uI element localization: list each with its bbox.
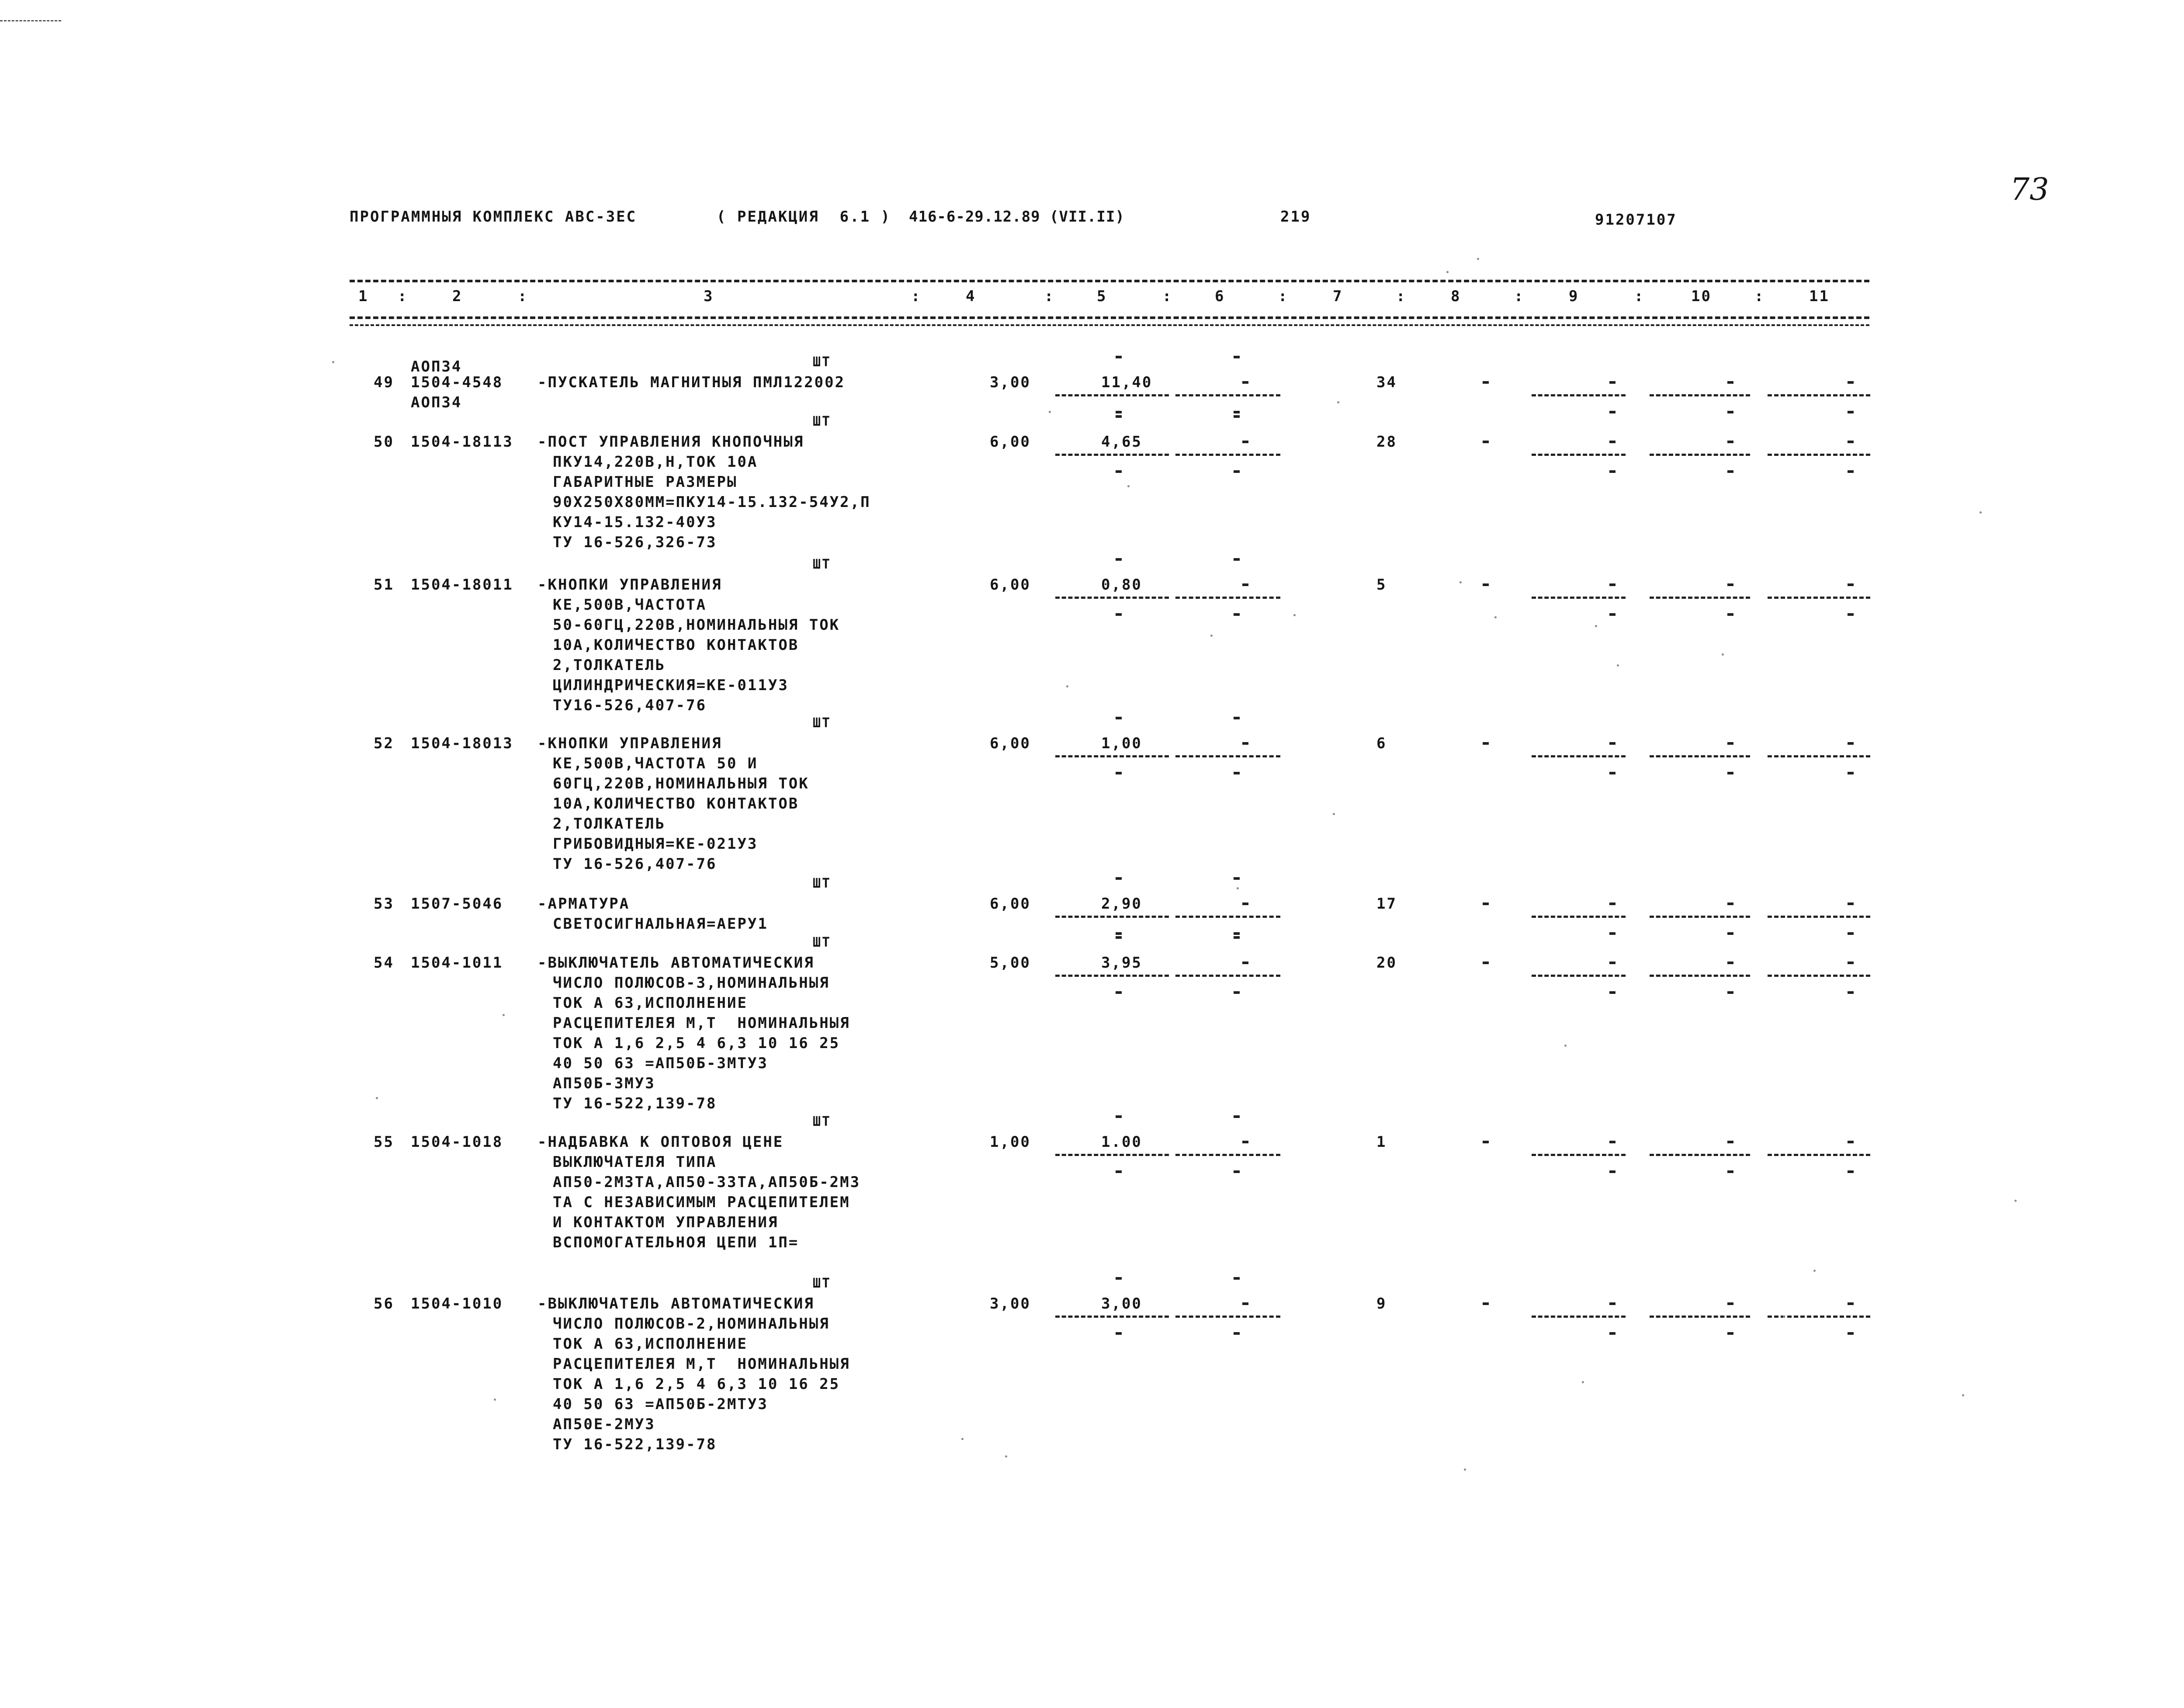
- value-dash: [1848, 441, 1854, 443]
- column-header: 4: [966, 288, 976, 305]
- quantity-value: 1,00: [990, 1133, 1031, 1151]
- subtotal-rule: [1768, 394, 1870, 396]
- header-rule-bottom-2: [350, 324, 1869, 326]
- item-code: 1504-1018: [411, 1133, 503, 1151]
- scan-speck: [1066, 685, 1068, 687]
- subtotal-rule: [1055, 597, 1169, 599]
- value-dash: [1727, 1302, 1733, 1305]
- value-dash: [1116, 772, 1122, 774]
- value-dash: [1609, 381, 1615, 384]
- column-7-value: 9: [1376, 1295, 1387, 1312]
- item-number: 52: [374, 735, 394, 752]
- subtotal-rule: [1055, 916, 1169, 918]
- subtotal-rule: [1650, 454, 1750, 456]
- value-dash: [1848, 1170, 1854, 1173]
- subtotal-rule: [1532, 916, 1626, 918]
- column-7-value: 28: [1376, 433, 1397, 451]
- column-header: 6: [1215, 288, 1225, 305]
- item-description-line: И КОНТАКТОМ УПРАВЛЕНИЯ: [553, 1214, 779, 1231]
- price-value: 0,80: [1101, 576, 1142, 594]
- value-dash: [1609, 441, 1615, 443]
- value-dash: [1116, 1170, 1122, 1173]
- value-dash: [1116, 411, 1122, 413]
- value-dash: [1116, 877, 1122, 880]
- document-code: 91207107: [1595, 211, 1677, 229]
- scan-speck: [1293, 614, 1296, 616]
- unit-label: ШТ: [813, 876, 832, 891]
- item-description-line: -КНОПКИ УПРАВЛЕНИЯ: [537, 735, 722, 752]
- subtotal-rule: [1175, 975, 1280, 977]
- value-dash: [1848, 583, 1854, 586]
- subtotal-rule: [1055, 1154, 1169, 1156]
- item-number: 51: [374, 576, 394, 594]
- value-dash: [1848, 742, 1854, 745]
- item-description-line: ТУ 16-522,139-78: [553, 1095, 717, 1112]
- value-dash: [1242, 742, 1248, 745]
- column-separator: :: [1754, 288, 1765, 305]
- subtotal-rule: [1532, 597, 1626, 599]
- item-description-line: 40 50 63 =АП50Б-2МТУ3: [553, 1396, 768, 1413]
- column-7-value: 17: [1376, 895, 1397, 913]
- subtotal-rule: [1532, 1154, 1626, 1156]
- item-number: 55: [374, 1133, 394, 1151]
- item-description-line: ПКУ14,220В,Н,ТОК 10А: [553, 453, 758, 471]
- item-description-line: РАСЦЕПИТЕЛЕЯ М,Т НОМИНАЛЬНЫЯ: [553, 1355, 850, 1373]
- scan-speck: [1337, 401, 1339, 403]
- program-title: ПРОГРАММНЫЯ КОМПЛЕКС АВС-3ЕС: [350, 208, 637, 226]
- item-description-line: АП50Е-2МУ3: [553, 1416, 655, 1433]
- scan-speck: [1049, 411, 1051, 413]
- price-value: 2,90: [1101, 895, 1142, 913]
- price-value: 4,65: [1101, 433, 1142, 451]
- item-number: 54: [374, 954, 394, 972]
- column-header: 9: [1569, 288, 1579, 305]
- item-code: 1504-1011: [411, 954, 503, 972]
- unit-label: ШТ: [813, 715, 832, 731]
- item-description-line: ГАБАРИТНЫЕ РАЗМЕРЫ: [553, 473, 738, 491]
- scan-speck: [1237, 887, 1239, 889]
- quantity-value: 5,00: [990, 954, 1031, 972]
- value-dash: [1242, 381, 1248, 384]
- value-dash: [1483, 381, 1489, 384]
- value-dash: [1116, 991, 1122, 994]
- price-value: 3,95: [1101, 954, 1142, 972]
- item-description-line: -АРМАТУРА: [537, 895, 630, 913]
- value-dash: [1727, 583, 1733, 586]
- quantity-value: 3,00: [990, 374, 1031, 391]
- value-dash: [1234, 558, 1240, 561]
- value-dash: [1116, 936, 1122, 939]
- value-dash: [1234, 470, 1240, 473]
- price-value: 3,00: [1101, 1295, 1142, 1312]
- value-dash: [1848, 962, 1854, 964]
- subtotal-rule: [1055, 1316, 1169, 1318]
- item-description-line: 10А,КОЛИЧЕСТВО КОНТАКТОВ: [553, 636, 799, 654]
- value-dash: [1848, 381, 1854, 384]
- value-dash: [1609, 1302, 1615, 1305]
- scan-speck: [2014, 1200, 2017, 1202]
- subtotal-rule: [1650, 916, 1750, 918]
- value-dash: [1116, 613, 1122, 616]
- value-dash: [1727, 1141, 1733, 1143]
- value-dash: [1609, 1170, 1615, 1173]
- scan-speck: [376, 1097, 378, 1099]
- value-dash: [1727, 411, 1733, 413]
- item-description-line: 40 50 63 =АП50Б-3МТУ3: [553, 1055, 768, 1072]
- quantity-value: 6,00: [990, 895, 1031, 913]
- item-pre-code: АОП34: [411, 358, 462, 375]
- column-header: 2: [452, 288, 463, 305]
- item-description-line: 2,ТОЛКАТЕЛЬ: [553, 815, 666, 833]
- item-description-line: -ВЫКЛЮЧАТЕЛЬ АВТОМАТИЧЕСКИЯ: [537, 954, 815, 972]
- price-value: 1,00: [1101, 735, 1142, 752]
- item-description-line: РАСЦЕПИТЕЛЕЯ М,Т НОМИНАЛЬНЫЯ: [553, 1014, 850, 1032]
- column-separator: :: [398, 288, 408, 305]
- value-dash: [1848, 613, 1854, 616]
- column-separator: :: [1514, 288, 1525, 305]
- subtotal-rule: [1532, 454, 1626, 456]
- column-header: 11: [1809, 288, 1830, 305]
- item-number: 56: [374, 1295, 394, 1312]
- item-description-line: АП50Б-3МУ3: [553, 1075, 655, 1092]
- scan-speck: [1446, 271, 1449, 273]
- item-code: 1504-18013: [411, 735, 513, 752]
- value-dash: [1483, 441, 1489, 443]
- value-dash: [1234, 1115, 1240, 1118]
- header-rule-bottom: [350, 316, 1869, 319]
- item-description-line: ТОК А 63,ИСПОЛНЕНИЕ: [553, 1335, 748, 1353]
- scan-speck: [1617, 664, 1619, 667]
- column-separator: :: [1634, 288, 1645, 305]
- column-separator: :: [1044, 288, 1055, 305]
- scan-speck: [1722, 653, 1724, 656]
- value-dash: [1727, 381, 1733, 384]
- scan-speck: [1962, 1394, 1964, 1396]
- item-description-line: 60ГЦ,220В,НОМИНАЛЬНЫЯ ТОК: [553, 775, 809, 792]
- subtotal-rule: [1650, 597, 1750, 599]
- value-dash: [1727, 962, 1733, 964]
- value-dash: [1242, 903, 1248, 905]
- value-dash: [1848, 991, 1854, 994]
- subtotal-rule: [1175, 1316, 1280, 1318]
- column-7-value: 34: [1376, 374, 1397, 391]
- scan-speck: [1582, 1381, 1584, 1383]
- subtotal-rule: [1768, 597, 1870, 599]
- subtotal-rule: [1175, 454, 1280, 456]
- value-dash: [1609, 772, 1615, 774]
- subtotal-rule: [1768, 1154, 1870, 1156]
- item-description-line: ТОК А 1,6 2,5 4 6,3 10 16 25: [553, 1375, 840, 1393]
- value-dash: [1116, 415, 1122, 418]
- value-dash: [1727, 772, 1733, 774]
- value-dash: [1848, 932, 1854, 935]
- scan-speck: [1979, 511, 1982, 514]
- item-description-line: ЧИСЛО ПОЛЮСОВ-3,НОМИНАЛЬНЫЯ: [553, 974, 830, 992]
- subtotal-rule: [1175, 1154, 1280, 1156]
- column-header: 8: [1451, 288, 1461, 305]
- item-description-line: ВСПОМОГАТЕЛЬНОЯ ЦЕПИ 1П=: [553, 1234, 799, 1251]
- value-dash: [1242, 441, 1248, 443]
- value-dash: [1116, 1115, 1122, 1118]
- column-7-value: 20: [1376, 954, 1397, 972]
- value-dash: [1727, 470, 1733, 473]
- item-description-line: -ВЫКЛЮЧАТЕЛЬ АВТОМАТИЧЕСКИЯ: [537, 1295, 815, 1312]
- item-description-line: КУ14-15.132-40У3: [553, 514, 717, 531]
- value-dash: [1234, 1170, 1240, 1173]
- value-dash: [1609, 583, 1615, 586]
- subtotal-rule: [1532, 1316, 1626, 1318]
- value-dash: [1116, 1277, 1122, 1280]
- scan-speck: [961, 1438, 964, 1440]
- item-description-line: ЦИЛИНДРИЧЕСКИЯ=КЕ-011У3: [553, 677, 789, 694]
- value-dash: [1234, 613, 1240, 616]
- column-header: 10: [1691, 288, 1712, 305]
- value-dash: [1727, 1170, 1733, 1173]
- column-7-value: 1: [1376, 1133, 1387, 1151]
- value-dash: [1848, 470, 1854, 473]
- column-header: 7: [1333, 288, 1343, 305]
- item-description-line: КЕ,500В,ЧАСТОТА 50 И: [553, 755, 758, 772]
- value-dash: [1848, 903, 1854, 905]
- subtotal-rule: [1055, 975, 1169, 977]
- scan-speck: [1813, 1270, 1816, 1272]
- value-dash: [1609, 962, 1615, 964]
- item-code: 1504-1010: [411, 1295, 503, 1312]
- quantity-value: 3,00: [990, 1295, 1031, 1312]
- value-dash: [1234, 877, 1240, 880]
- unit-label: ШТ: [813, 935, 832, 950]
- value-dash: [1234, 717, 1240, 719]
- item-description-line: ТУ16-526,407-76: [553, 697, 707, 714]
- item-code: 1504-18113: [411, 433, 513, 451]
- value-dash: [1609, 742, 1615, 745]
- subtotal-rule: [1650, 1154, 1750, 1156]
- unit-label: ШТ: [813, 1114, 832, 1129]
- value-dash: [1116, 356, 1122, 358]
- column-7-value: 5: [1376, 576, 1387, 594]
- item-description-line: ТОК А 1,6 2,5 4 6,3 10 16 25: [553, 1035, 840, 1052]
- unit-label: ШТ: [813, 354, 832, 370]
- item-description-line: -ПУСКАТЕЛЬ МАГНИТНЫЯ ПМЛ122002: [537, 374, 846, 391]
- edition-label: ( РЕДАКЦИЯ 6.1 ): [717, 208, 891, 226]
- subtotal-rule: [1768, 755, 1870, 757]
- value-dash: [1234, 411, 1240, 413]
- scan-speck: [1783, 1316, 1785, 1318]
- column-header: 5: [1097, 288, 1107, 305]
- item-description-line: АП50-2МЗТА,АП50-3ЗТА,АП50Б-2МЗ: [553, 1173, 861, 1191]
- item-description-line: ТОК А 63,ИСПОЛНЕНИЕ: [553, 994, 748, 1012]
- handwritten-page-number: 73: [2010, 171, 2049, 207]
- subtotal-rule: [1055, 755, 1169, 757]
- scan-speck: [494, 1399, 496, 1401]
- subtotal-rule: [1055, 394, 1169, 396]
- value-dash: [1609, 1141, 1615, 1143]
- value-dash: [1727, 932, 1733, 935]
- item-description-line: -НАДБАВКА К ОПТОВОЯ ЦЕНЕ: [537, 1133, 784, 1151]
- price-value: 11,40: [1101, 374, 1153, 391]
- edition-note: 416-6-29.12.89 (VII.II): [909, 208, 1125, 226]
- column-separator: :: [911, 288, 922, 305]
- corner-mark: [0, 20, 61, 21]
- value-dash: [1116, 558, 1122, 561]
- value-dash: [1848, 1141, 1854, 1143]
- value-dash: [1116, 717, 1122, 719]
- quantity-value: 6,00: [990, 433, 1031, 451]
- value-dash: [1483, 583, 1489, 586]
- item-description-line: ТУ 16-526,326-73: [553, 534, 717, 551]
- item-description-line: ТУ 16-522,139-78: [553, 1436, 717, 1453]
- value-dash: [1848, 411, 1854, 413]
- subtotal-rule: [1768, 916, 1870, 918]
- value-dash: [1483, 1141, 1489, 1143]
- scan-speck: [1477, 258, 1479, 260]
- subtotal-rule: [1532, 394, 1626, 396]
- page-number: 219: [1280, 208, 1311, 226]
- value-dash: [1242, 583, 1248, 586]
- scan-speck: [332, 361, 334, 363]
- value-dash: [1483, 903, 1489, 905]
- subtotal-rule: [1650, 755, 1750, 757]
- value-dash: [1727, 1332, 1733, 1335]
- value-dash: [1116, 470, 1122, 473]
- value-dash: [1609, 411, 1615, 413]
- value-dash: [1483, 962, 1489, 964]
- quantity-value: 6,00: [990, 576, 1031, 594]
- scan-speck: [1333, 813, 1335, 815]
- value-dash: [1609, 470, 1615, 473]
- value-dash: [1848, 772, 1854, 774]
- item-number: 49: [374, 374, 394, 391]
- item-description-line: ВЫКЛЮЧАТЕЛЯ ТИПА: [553, 1153, 717, 1171]
- value-dash: [1727, 742, 1733, 745]
- unit-label: ШТ: [813, 557, 832, 572]
- value-dash: [1234, 1332, 1240, 1335]
- item-number: 50: [374, 433, 394, 451]
- item-number: 53: [374, 895, 394, 913]
- item-description-line: 50-60ГЦ,220В,НОМИНАЛЬНЫЯ ТОК: [553, 616, 840, 634]
- value-dash: [1234, 1277, 1240, 1280]
- value-dash: [1609, 991, 1615, 994]
- value-dash: [1234, 356, 1240, 358]
- value-dash: [1727, 441, 1733, 443]
- column-header: 3: [704, 288, 714, 305]
- value-dash: [1234, 415, 1240, 418]
- scan-speck: [1494, 616, 1497, 618]
- subtotal-rule: [1768, 454, 1870, 456]
- scan-speck: [1595, 625, 1597, 627]
- subtotal-rule: [1175, 394, 1280, 396]
- subtotal-rule: [1175, 755, 1280, 757]
- item-code: 1504-18011: [411, 576, 513, 594]
- value-dash: [1116, 932, 1122, 935]
- scan-speck: [1210, 635, 1213, 637]
- subtotal-rule: [1175, 916, 1280, 918]
- value-dash: [1234, 991, 1240, 994]
- value-dash: [1609, 613, 1615, 616]
- value-dash: [1727, 903, 1733, 905]
- item-description-line: ТУ 16-526,407-76: [553, 855, 717, 873]
- header-rule-top: [350, 280, 1869, 282]
- value-dash: [1242, 1302, 1248, 1305]
- column-separator: :: [1396, 288, 1407, 305]
- item-description-line: СВЕТОСИГНАЛЬНАЯ=АЕРУ1: [553, 915, 768, 933]
- value-dash: [1234, 772, 1240, 774]
- value-dash: [1116, 1332, 1122, 1335]
- scan-speck: [1564, 1045, 1567, 1047]
- item-code: 1507-5046: [411, 895, 503, 913]
- item-description-line: ГРИБОВИДНЫЯ=КЕ-021У3: [553, 835, 758, 853]
- value-dash: [1848, 1332, 1854, 1335]
- scan-speck: [1005, 1455, 1007, 1458]
- item-description-line: -КНОПКИ УПРАВЛЕНИЯ: [537, 576, 722, 594]
- column-separator: :: [1278, 288, 1289, 305]
- subtotal-rule: [1768, 975, 1870, 977]
- value-dash: [1609, 932, 1615, 935]
- value-dash: [1727, 613, 1733, 616]
- value-dash: [1234, 932, 1240, 935]
- price-value: 1.00: [1101, 1133, 1142, 1151]
- item-code-note: АОП34: [411, 394, 462, 411]
- item-description-line: КЕ,500В,ЧАСТОТА: [553, 596, 707, 614]
- column-header: 1: [358, 288, 369, 305]
- value-dash: [1609, 903, 1615, 905]
- subtotal-rule: [1532, 975, 1626, 977]
- unit-label: ШТ: [813, 1276, 832, 1291]
- item-description-line: -ПОСТ УПРАВЛЕНИЯ КНОПОЧНЫЯ: [537, 433, 804, 451]
- value-dash: [1848, 1302, 1854, 1305]
- scan-speck: [1464, 1468, 1466, 1471]
- value-dash: [1234, 936, 1240, 939]
- value-dash: [1242, 962, 1248, 964]
- scan-speck: [1459, 581, 1462, 583]
- unit-label: ШТ: [813, 414, 832, 429]
- value-dash: [1483, 742, 1489, 745]
- subtotal-rule: [1650, 1316, 1750, 1318]
- item-description-line: 10А,КОЛИЧЕСТВО КОНТАКТОВ: [553, 795, 799, 812]
- subtotal-rule: [1650, 394, 1750, 396]
- item-description-line: ЧИСЛО ПОЛЮСОВ-2,НОМИНАЛЬНЫЯ: [553, 1315, 830, 1333]
- scan-speck: [503, 1014, 505, 1016]
- quantity-value: 6,00: [990, 735, 1031, 752]
- value-dash: [1242, 1141, 1248, 1143]
- column-separator: :: [518, 288, 528, 305]
- item-description-line: ТА С НЕЗАВИСИМЫМ РАСЦЕПИТЕЛЕМ: [553, 1194, 850, 1211]
- value-dash: [1483, 1302, 1489, 1305]
- subtotal-rule: [1055, 454, 1169, 456]
- item-code: 1504-4548: [411, 374, 503, 391]
- subtotal-rule: [1532, 755, 1626, 757]
- value-dash: [1609, 1332, 1615, 1335]
- item-description-line: 2,ТОЛКАТЕЛЬ: [553, 656, 666, 674]
- scan-speck: [1127, 485, 1130, 487]
- value-dash: [1727, 991, 1733, 994]
- column-7-value: 6: [1376, 735, 1387, 752]
- column-separator: :: [1162, 288, 1173, 305]
- subtotal-rule: [1175, 597, 1280, 599]
- item-description-line: 90Х250Х80ММ=ПКУ14-15.132-54У2,П: [553, 493, 871, 511]
- subtotal-rule: [1650, 975, 1750, 977]
